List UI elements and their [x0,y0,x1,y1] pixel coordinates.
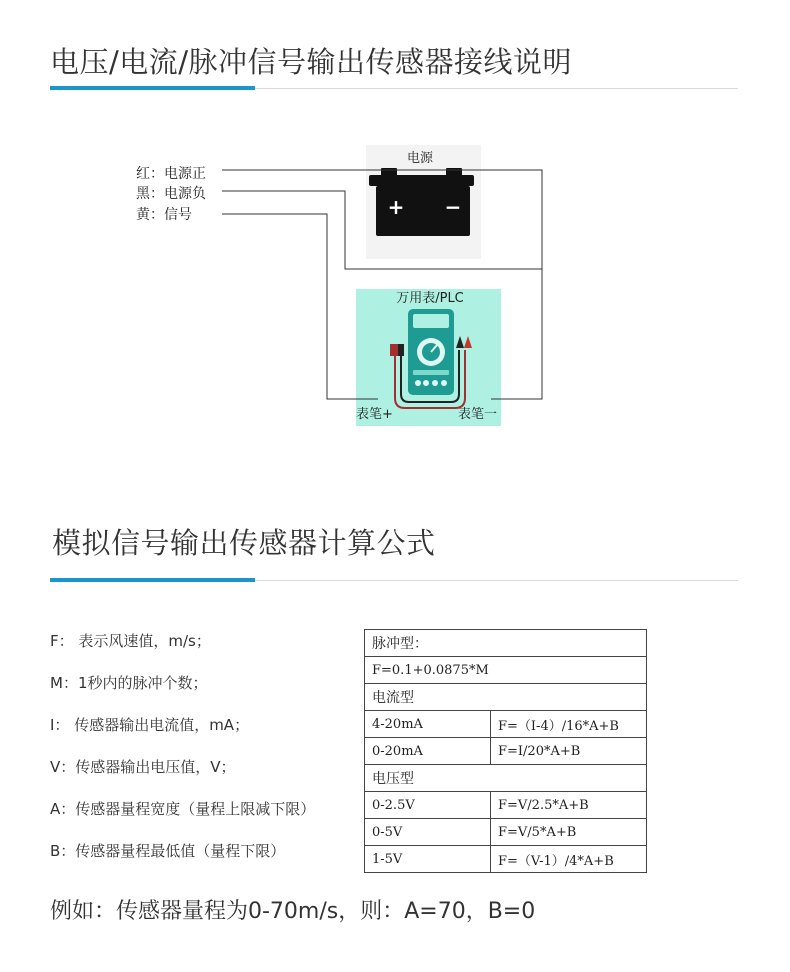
voltage-heading: 电压型 [365,765,647,792]
pulse-heading: 脉冲型： [365,630,647,657]
definition-a: A：传感器量程宽度（量程上限减下限） [50,800,316,818]
table-row [365,657,647,684]
formula-cell: F=（I-4）/16*A+B [491,711,647,738]
example-line: 例如：传感器量程为0-70m/s，则：A=70，B=0 [50,899,536,924]
definition-f: F： 表示风速值，m/s； [50,632,211,650]
definition-v: V：传感器输出电压值，V； [50,758,236,776]
power-box-label: 电源 [406,151,434,166]
table-row [365,792,647,819]
table-row [365,765,647,792]
probe-plus-label: 表笔+ [356,407,393,422]
range-cell: 1-5V [365,846,491,873]
formula-cell: F=（V-1）/4*A+B [491,846,647,873]
section-accent-bar [50,578,255,582]
formula-cell: F=V/5*A+B [491,819,647,846]
range-cell: 0-20mA [365,738,491,765]
probe-minus-label: 表笔一 [458,407,498,422]
battery-icon [369,168,474,236]
table-row [365,846,647,873]
table-row [365,630,647,657]
formula-cell: F=I/20*A+B [491,738,647,765]
formula-table [364,629,647,873]
battery-minus: − [444,195,462,219]
wire-label-yellow: 黄：信号 [136,207,192,223]
pulse-formula: F=0.1+0.0875*M [365,657,647,684]
wire-label-red: 红：电源正 [136,166,206,182]
table-row [365,711,647,738]
table-row [365,738,647,765]
definition-i: I： 传感器输出电流值，mA； [50,716,250,734]
table-row [365,819,647,846]
range-cell: 0-5V [365,819,491,846]
wire-label-black: 黑：电源负 [136,186,206,202]
definition-m: M：1秒内的脉冲个数； [50,674,208,692]
wiring-diagram [0,0,790,480]
range-cell: 0-2.5V [365,792,491,819]
formula-section-title: 模拟信号输出传感器计算公式 [52,526,436,560]
formula-cell: F=V/2.5*A+B [491,792,647,819]
meter-box-label: 万用表/PLC [396,291,464,306]
current-heading: 电流型 [365,684,647,711]
table-row [365,684,647,711]
range-cell: 4-20mA [365,711,491,738]
battery-plus: + [387,195,405,219]
definition-b: B：传感器量程最低值（量程下限） [50,842,286,860]
wiring-section-title: 电压/电流/脉冲信号输出传感器接线说明 [50,45,573,79]
wire-yellow [222,214,378,399]
